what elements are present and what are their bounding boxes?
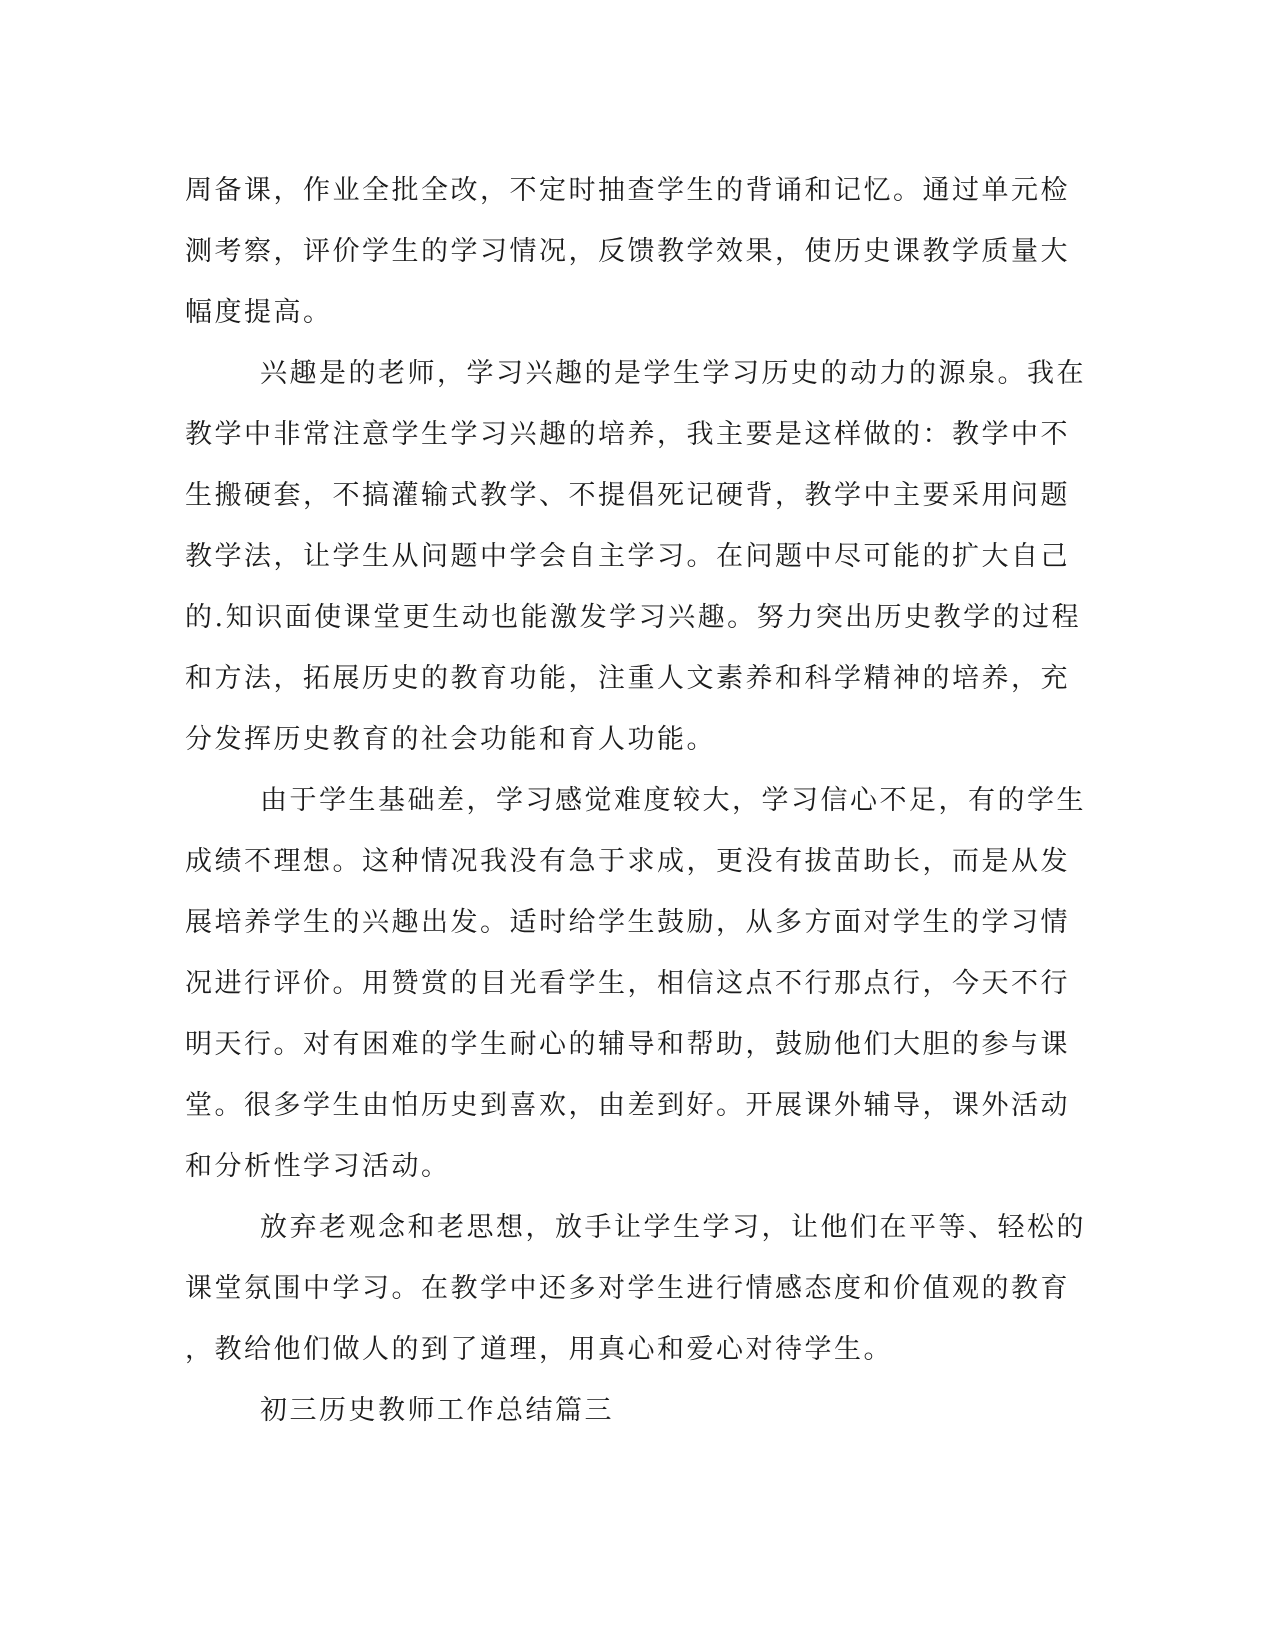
text-line: 教学中非常注意学生学习兴趣的培养，我主要是这样做的：教学中不: [185, 419, 1070, 450]
document-body: [185, 160, 1086, 1441]
text-line: 和分析性学习活动。: [185, 1151, 451, 1182]
text-line: 的.知识面使课堂更生动也能激发学习兴趣。努力突出历史教学的过程: [185, 602, 1082, 633]
paragraph: [185, 343, 1086, 770]
text-line: 展培养学生的兴趣出发。适时给学生鼓励，从多方面对学生的学习情: [185, 907, 1070, 938]
paragraph: [185, 770, 1086, 1197]
text-line: ，教给他们做人的到了道理，用真心和爱心对待学生。: [185, 1334, 893, 1365]
text-line: 兴趣是的老师，学习兴趣的是学生学习历史的动力的源泉。我在: [260, 358, 1086, 389]
text-line: 测考察，评价学生的学习情况，反馈教学效果，使历史课教学质量大: [185, 236, 1070, 267]
text-line: 幅度提高。: [185, 297, 333, 328]
text-line: 放弃老观念和老思想，放手让学生学习，让他们在平等、轻松的: [260, 1212, 1086, 1243]
section-heading: [185, 1380, 1065, 1441]
text-line: 分发挥历史教育的社会功能和育人功能。: [185, 724, 716, 755]
paragraph: [185, 1197, 1086, 1380]
text-line: 教学法，让学生从问题中学会自主学习。在问题中尽可能的扩大自己: [185, 541, 1070, 572]
text-line: 和方法，拓展历史的教育功能，注重人文素养和科学精神的培养，充: [185, 663, 1070, 694]
text-line: 由于学生基础差，学习感觉难度较大，学习信心不足，有的学生: [260, 785, 1086, 816]
heading-text: 初三历史教师工作总结篇三: [260, 1395, 614, 1426]
text-line: 明天行。对有困难的学生耐心的辅导和帮助，鼓励他们大胆的参与课: [185, 1029, 1070, 1060]
text-line: 成绩不理想。这种情况我没有急于求成，更没有拔苗助长，而是从发: [185, 846, 1070, 877]
text-line: 周备课，作业全批全改，不定时抽查学生的背诵和记忆。通过单元检: [185, 175, 1070, 206]
text-line: 况进行评价。用赞赏的目光看学生，相信这点不行那点行，今天不行: [185, 968, 1070, 999]
text-line: 课堂氛围中学习。在教学中还多对学生进行情感态度和价值观的教育: [185, 1273, 1070, 1304]
text-line: 堂。很多学生由怕历史到喜欢，由差到好。开展课外辅导，课外活动: [185, 1090, 1070, 1121]
text-line: 生搬硬套，不搞灌输式教学、不提倡死记硬背，教学中主要采用问题: [185, 480, 1070, 511]
paragraph: [185, 160, 1070, 343]
